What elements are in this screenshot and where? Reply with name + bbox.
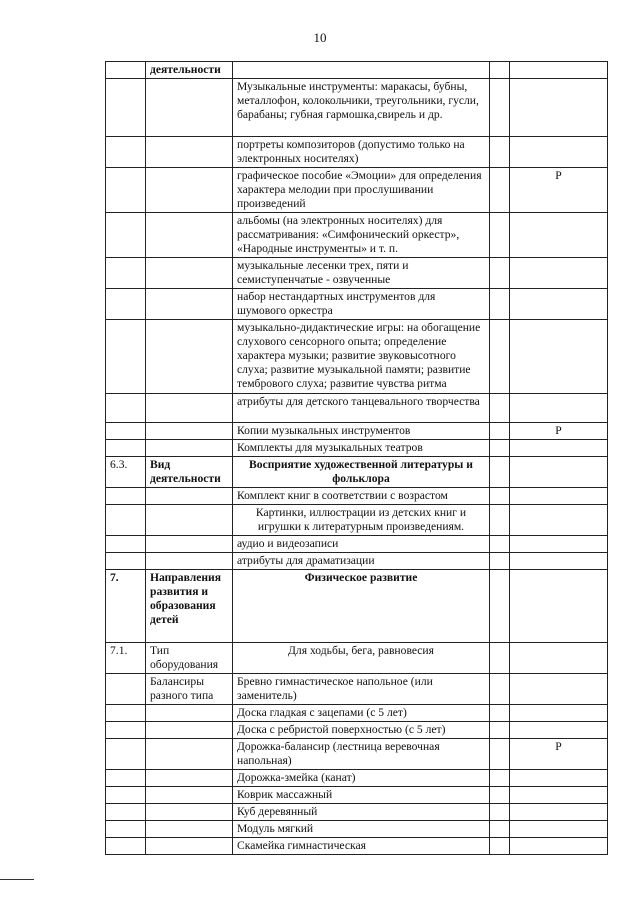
mark-cell — [510, 505, 608, 536]
table-row — [106, 394, 608, 423]
mark-cell — [510, 674, 608, 705]
row-number-cell — [106, 168, 146, 213]
category-cell — [146, 440, 233, 457]
spacer-cell — [490, 804, 510, 821]
category-cell — [146, 838, 233, 855]
item-cell: Копии музыкальных инструментов — [233, 423, 490, 440]
category-cell — [146, 289, 233, 320]
spacer-cell — [490, 553, 510, 570]
row-number-cell — [106, 536, 146, 553]
table-row — [106, 787, 608, 804]
mark-cell — [510, 213, 608, 258]
row-number-cell — [106, 705, 146, 722]
mark-cell — [510, 440, 608, 457]
row-number-cell — [106, 289, 146, 320]
table-row — [106, 739, 608, 770]
category-cell — [146, 423, 233, 440]
category-cell — [146, 770, 233, 787]
spacer-cell — [490, 536, 510, 553]
row-number-cell — [106, 394, 146, 423]
row-number-cell — [106, 838, 146, 855]
category-cell — [146, 739, 233, 770]
item-cell: музыкальные лесенки трех, пяти и семиступенчатые - озвученные — [233, 258, 490, 289]
category-cell — [146, 821, 233, 838]
spacer-cell — [490, 440, 510, 457]
spacer-cell — [490, 320, 510, 394]
mark-cell — [510, 320, 608, 394]
category-cell — [146, 722, 233, 739]
item-cell: Доска с ребристой поверхностью (с 5 лет) — [233, 722, 490, 739]
spacer-cell — [490, 137, 510, 168]
spacer-cell — [490, 722, 510, 739]
item-cell: Модуль мягкий — [233, 821, 490, 838]
spacer-cell — [490, 739, 510, 770]
category-cell — [146, 394, 233, 423]
row-number-cell — [106, 423, 146, 440]
item-cell: портреты композиторов (допустимо только на электронных носителях) — [233, 137, 490, 168]
item-cell: Куб деревянный — [233, 804, 490, 821]
spacer-cell — [490, 674, 510, 705]
table-row — [106, 79, 608, 137]
table-row — [106, 62, 608, 79]
table-row — [106, 213, 608, 258]
mark-cell — [510, 79, 608, 137]
mark-cell — [510, 258, 608, 289]
spacer-cell — [490, 79, 510, 137]
item-cell: Доска гладкая с зацепами (с 5 лет) — [233, 705, 490, 722]
spacer-cell — [490, 838, 510, 855]
item-cell: Комплект книг в соответствии с возрастом — [233, 488, 490, 505]
mark-cell — [510, 570, 608, 643]
row-number-cell — [106, 440, 146, 457]
category-cell — [146, 137, 233, 168]
mark-cell: Р — [510, 423, 608, 440]
item-cell: Дорожка-змейка (канат) — [233, 770, 490, 787]
category-cell — [146, 258, 233, 289]
item-cell: Бревно гимнастическое напольное (или заменитель) — [233, 674, 490, 705]
spacer-cell — [490, 258, 510, 289]
category-cell: Тип оборудования — [146, 643, 233, 674]
spacer-cell — [490, 213, 510, 258]
spacer-cell — [490, 62, 510, 79]
table-row — [106, 722, 608, 739]
item-cell: набор нестандартных инструментов для шумового оркестра — [233, 289, 490, 320]
row-number-cell — [106, 739, 146, 770]
mark-cell — [510, 536, 608, 553]
row-number-cell — [106, 213, 146, 258]
mark-cell — [510, 838, 608, 855]
category-cell: Вид деятельности — [146, 457, 233, 488]
mark-cell — [510, 643, 608, 674]
table-row — [106, 770, 608, 787]
table-row — [106, 320, 608, 394]
item-cell: музыкально-дидактические игры: на обогащение слухового сенсорного опыта; определение характера музыки; развитие звуковысотного слуха; развитие музыкальной памяти; развитие тембрового слуха; развитие чувства ритма — [233, 320, 490, 394]
item-cell — [233, 62, 490, 79]
row-number-cell: 7.1. — [106, 643, 146, 674]
footer-rule — [0, 879, 34, 880]
item-cell: графическое пособие «Эмоции» для определения характера мелодии при прослушивании произведений — [233, 168, 490, 213]
row-number-cell — [106, 674, 146, 705]
mark-cell — [510, 137, 608, 168]
table-row — [106, 643, 608, 674]
row-number-cell: 6.3. — [106, 457, 146, 488]
mark-cell — [510, 488, 608, 505]
mark-cell — [510, 804, 608, 821]
table-row — [106, 457, 608, 488]
row-number-cell — [106, 553, 146, 570]
item-cell: аудио и видеозаписи — [233, 536, 490, 553]
table-row — [106, 804, 608, 821]
category-cell — [146, 213, 233, 258]
spacer-cell — [490, 770, 510, 787]
item-cell: Для ходьбы, бега, равновесия — [233, 643, 490, 674]
mark-cell — [510, 394, 608, 423]
table-row — [106, 674, 608, 705]
category-cell — [146, 804, 233, 821]
mark-cell — [510, 722, 608, 739]
row-number-cell: 7. — [106, 570, 146, 643]
category-cell: Направления развития и образования детей — [146, 570, 233, 643]
spacer-cell — [490, 705, 510, 722]
mark-cell — [510, 770, 608, 787]
row-number-cell — [106, 770, 146, 787]
mark-cell — [510, 62, 608, 79]
table-row — [106, 838, 608, 855]
item-cell: Коврик массажный — [233, 787, 490, 804]
category-cell — [146, 553, 233, 570]
mark-cell — [510, 821, 608, 838]
category-cell: деятельности — [146, 62, 233, 79]
item-cell: Картинки, иллюстрации из детских книг и игрушки к литературным произведениям. — [233, 505, 490, 536]
spacer-cell — [490, 394, 510, 423]
equipment-table — [105, 61, 608, 855]
row-number-cell — [106, 787, 146, 804]
mark-cell — [510, 553, 608, 570]
row-number-cell — [106, 137, 146, 168]
table-row — [106, 536, 608, 553]
spacer-cell — [490, 570, 510, 643]
row-number-cell — [106, 79, 146, 137]
spacer-cell — [490, 821, 510, 838]
table-row — [106, 440, 608, 457]
row-number-cell — [106, 488, 146, 505]
row-number-cell — [106, 821, 146, 838]
item-cell: атрибуты для детского танцевального творчества — [233, 394, 490, 423]
spacer-cell — [490, 457, 510, 488]
mark-cell: Р — [510, 168, 608, 213]
row-number-cell — [106, 804, 146, 821]
spacer-cell — [490, 289, 510, 320]
mark-cell — [510, 457, 608, 488]
row-number-cell — [106, 62, 146, 79]
item-cell: Дорожка-балансир (лестница веревочная напольная) — [233, 739, 490, 770]
mark-cell — [510, 289, 608, 320]
table-row — [106, 505, 608, 536]
spacer-cell — [490, 488, 510, 505]
mark-cell: Р — [510, 739, 608, 770]
category-cell: Балансиры разного типа — [146, 674, 233, 705]
table-row — [106, 137, 608, 168]
table-row — [106, 258, 608, 289]
category-cell — [146, 505, 233, 536]
item-cell: Восприятие художественной литературы и фольклора — [233, 457, 490, 488]
table-row — [106, 289, 608, 320]
item-cell: атрибуты для драматизации — [233, 553, 490, 570]
item-cell: Музыкальные инструменты: маракасы, бубны, металлофон, колокольчики, треугольники, гусли, барабаны; губная гармошка,свирель и др. — [233, 79, 490, 137]
table-row — [106, 705, 608, 722]
table-row — [106, 570, 608, 643]
spacer-cell — [490, 505, 510, 536]
category-cell — [146, 787, 233, 804]
table-row — [106, 423, 608, 440]
spacer-cell — [490, 643, 510, 674]
category-cell — [146, 79, 233, 137]
table-row — [106, 168, 608, 213]
table-row — [106, 821, 608, 838]
mark-cell — [510, 705, 608, 722]
spacer-cell — [490, 168, 510, 213]
item-cell: Скамейка гимнастическая — [233, 838, 490, 855]
category-cell — [146, 705, 233, 722]
item-cell: альбомы (на электронных носителях) для рассматривания: «Симфонический оркестр», «Народные инструменты» и т. п. — [233, 213, 490, 258]
category-cell — [146, 488, 233, 505]
mark-cell — [510, 787, 608, 804]
category-cell — [146, 536, 233, 553]
row-number-cell — [106, 722, 146, 739]
category-cell — [146, 168, 233, 213]
row-number-cell — [106, 258, 146, 289]
spacer-cell — [490, 423, 510, 440]
item-cell: Комплекты для музыкальных театров — [233, 440, 490, 457]
item-cell: Физическое развитие — [233, 570, 490, 643]
table-row — [106, 553, 608, 570]
table-row — [106, 488, 608, 505]
row-number-cell — [106, 320, 146, 394]
spacer-cell — [490, 787, 510, 804]
row-number-cell — [106, 505, 146, 536]
page-number: 10 — [313, 30, 327, 45]
category-cell — [146, 320, 233, 394]
